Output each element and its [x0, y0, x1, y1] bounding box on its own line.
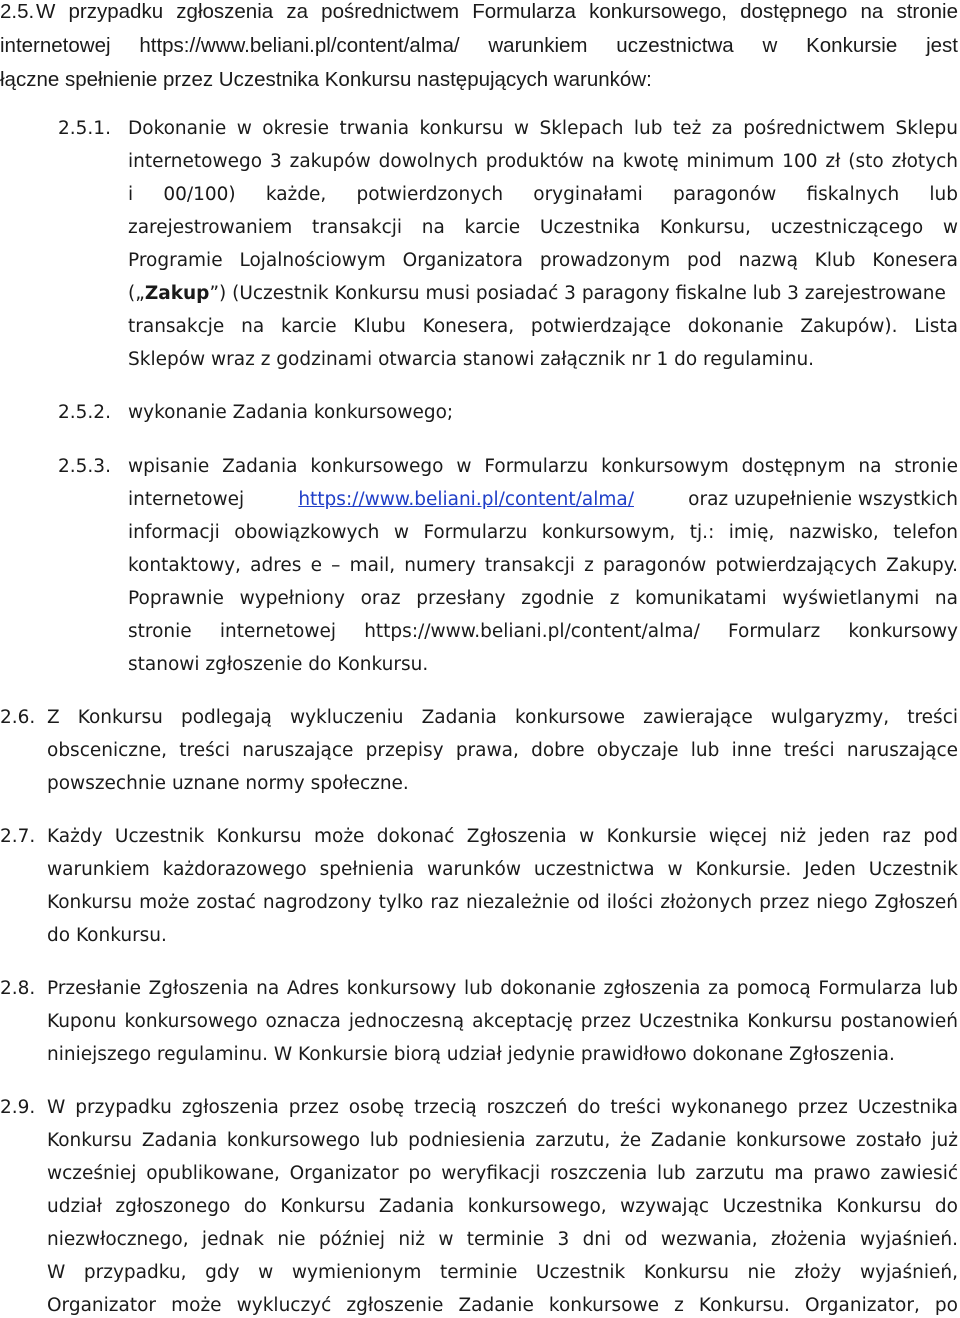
- paragraph-2-8-line: Przesłanie Zgłoszenia na Adres konkursowy lub dokonanie zgłoszenia za pomocą Formularza lub: [47, 978, 958, 999]
- paragraph-2-5-1-line: Sklepów wraz z godzinami otwarcia stanowi załącznik nr 1 do regulaminu.: [128, 349, 815, 370]
- paragraph-2-8-line: niniejszego regulaminu. W Konkursie biorą udział jedynie prawidłowo dokonane Zgłoszenia.: [47, 1044, 895, 1065]
- paragraph-2-5-line: łączne spełnienie przez Uczestnika Konkursu następujących warunków:: [0, 68, 652, 91]
- section-number-2-7: 2.7.: [0, 826, 36, 847]
- paragraph-2-5-1-line: i 00/100) każde, potwierdzonych oryginałami paragonów fiskalnych lub: [128, 184, 958, 205]
- paragraph-2-9-line: wcześniej opublikowane, Organizator po weryfikacji roszczenia lub zarzutu ma prawo zawiesić: [47, 1163, 958, 1184]
- section-number-2-5-1: 2.5.1.: [58, 118, 111, 139]
- paragraph-2-5-1-line: zarejestrowaniem transakcji na karcie Uczestnika Konkursu, uczestniczącego w: [128, 217, 958, 238]
- paragraph-2-5-3-line: Poprawnie wypełniony oraz przesłany zgodnie z komunikatami wyświetlanymi na: [128, 588, 958, 609]
- paragraph-2-5-1-line: [128, 285, 946, 304]
- section-number-2-5-2: 2.5.2.: [58, 402, 111, 423]
- paragraph-2-5-3-line: kontaktowy, adres e – mail, numery transakcji z paragonów potwierdzających Zakupy.: [128, 555, 958, 576]
- section-number-2-5: 2.5.: [0, 0, 35, 23]
- section-number-2-8: 2.8.: [0, 978, 36, 999]
- term-zakup: Zakup: [144, 283, 210, 304]
- paragraph-2-5-1-line: internetowego 3 zakupów dowolnych produktów na kwotę minimum 100 zł (sto złotych: [128, 151, 958, 172]
- paragraph-2-9-line: W przypadku zgłoszenia przez osobę trzecią roszczeń do treści wykonanego przez Uczestnika: [47, 1097, 958, 1118]
- paragraph-2-5-1-line: Programie Lojalnościowym Organizatora prowadzonym pod nazwą Klub Konesera: [128, 250, 958, 271]
- paragraph-2-7-line: Konkursu może zostać nagrodzony tylko raz niezależnie od ilości złożonych przez niego Zgłoszeń: [47, 892, 958, 913]
- quote-open: („: [128, 283, 145, 304]
- paragraph-2-5-line: internetowej https://www.beliani.pl/content/alma/ warunkiem uczestnictwa w Konkursie jest: [0, 34, 958, 57]
- paragraph-2-9-line: Konkursu Zadania konkursowego lub podniesienia zarzutu, że Zadanie konkursowe zostało już: [47, 1130, 958, 1151]
- paragraph-2-7-line: warunkiem każdorazowego spełnienia warunków uczestnictwa w Konkursie. Jeden Uczestnik: [47, 859, 958, 880]
- section-number-2-9: 2.9.: [0, 1097, 36, 1118]
- paragraph-2-7-line: do Konkursu.: [47, 925, 167, 946]
- paragraph-2-5-1-line: transakcje na karcie Klubu Konesera, potwierdzające dokonanie Zakupów). Lista: [128, 316, 958, 337]
- paragraph-2-6-line: Z Konkursu podlegają wykluczeniu Zadania konkursowe zawierające wulgaryzmy, treści: [47, 707, 958, 728]
- paragraph-2-5-2-line: wykonanie Zadania konkursowego;: [128, 402, 454, 423]
- paragraph-2-9-line: Organizator może wykluczyć zgłoszenie Zadanie konkursowe z Konkursu. Organizator, po: [47, 1295, 958, 1316]
- line-rest: ”) (Uczestnik Konkursu musi posiadać 3 paragony fiskalne lub 3 zarejestrowane: [209, 283, 946, 304]
- paragraph-2-5-3-line: stanowi zgłoszenie do Konkursu.: [128, 654, 429, 675]
- line-end: oraz uzupełnienie wszystkich: [688, 489, 958, 510]
- paragraph-2-8-line: Kuponu konkursowego oznacza jednoczesną akceptację przez Uczestnika Konkursu postanowień: [47, 1011, 958, 1032]
- paragraph-2-6-line: obsceniczne, treści naruszające przepisy prawa, dobre obyczaje lub inne treści naruszające: [47, 740, 958, 761]
- section-number-2-5-3: 2.5.3.: [58, 456, 111, 477]
- paragraph-2-6-line: powszechnie uznane normy społeczne.: [47, 773, 409, 794]
- paragraph-2-5-line: W przypadku zgłoszenia za pośrednictwem Formularza konkursowego, dostępnego na stronie: [36, 0, 958, 23]
- paragraph-2-5-3-line: stronie internetowej https://www.beliani.pl/content/alma/ Formularz konkursowy: [128, 621, 958, 642]
- paragraph-2-9-line: niezwłocznego, jednak nie później niż w terminie 3 dni od wezwania, złożenia wyjaśnień.: [47, 1229, 958, 1250]
- paragraph-2-5-3-line: [128, 491, 958, 510]
- paragraph-2-9-line: udział zgłoszonego do Konkursu Zadania konkursowego, wzywając Uczestnika Konkursu do: [47, 1196, 958, 1217]
- paragraph-2-5-3-line: wpisanie Zadania konkursowego w Formularzu konkursowym dostępnym na stronie: [128, 456, 958, 477]
- paragraph-2-9-line: W przypadku, gdy w wymienionym terminie Uczestnik Konkursu nie złoży wyjaśnień,: [47, 1262, 958, 1283]
- section-number-2-6: 2.6.: [0, 707, 36, 728]
- paragraph-2-5-3-line: informacji obowiązkowych w Formularzu konkursowym, tj.: imię, nazwisko, telefon: [128, 522, 958, 543]
- paragraph-2-7-line: Każdy Uczestnik Konkursu może dokonać Zgłoszenia w Konkursie więcej niż jeden raz pod: [47, 826, 958, 847]
- contest-form-link[interactable]: https://www.beliani.pl/content/alma/: [298, 489, 634, 510]
- line-start: internetowej: [128, 489, 245, 510]
- paragraph-2-5-1-line: Dokonanie w okresie trwania konkursu w Sklepach lub też za pośrednictwem Sklepu: [128, 118, 958, 139]
